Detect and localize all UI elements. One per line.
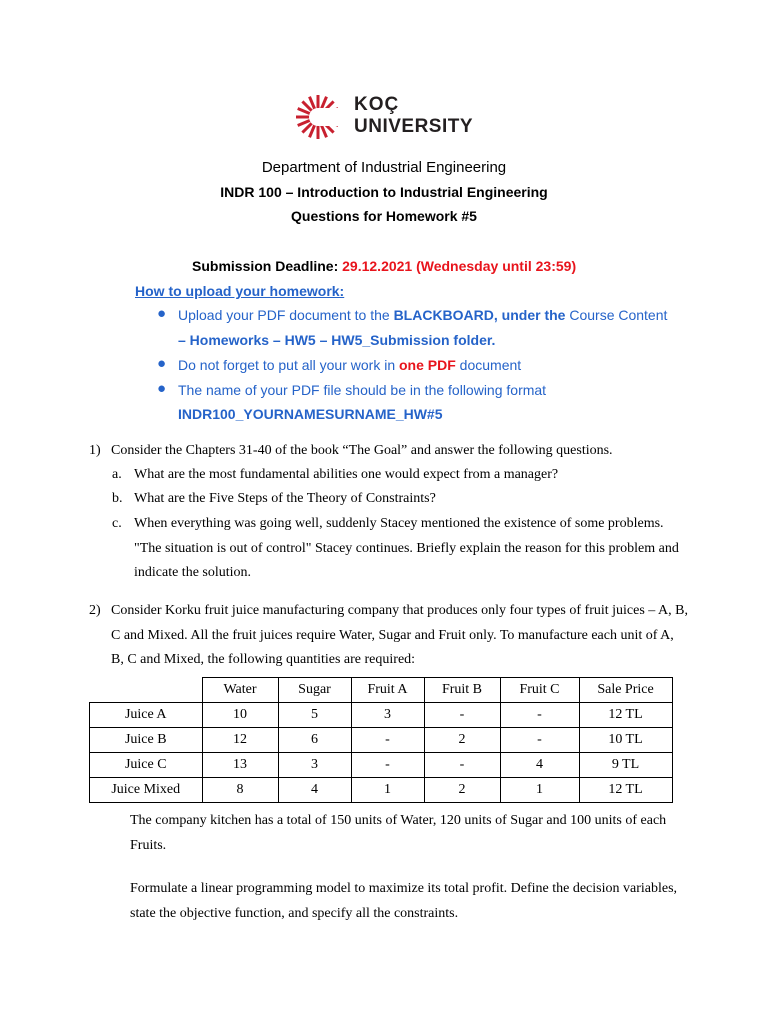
- table-cell: 2: [424, 728, 500, 753]
- table-cell: 2: [424, 778, 500, 803]
- submission-deadline: [192, 258, 576, 274]
- q1-text: Consider the Chapters 31-40 of the book “The Goal” and answer the following questions.: [111, 443, 613, 458]
- table-row: [90, 728, 673, 753]
- row-label: Juice B: [90, 728, 203, 753]
- q1b-text: What are the Five Steps of the Theory of Constraints?: [134, 491, 436, 506]
- table-cell: 5: [278, 703, 351, 728]
- course-title: INDR 100 – Introduction to Industrial Engineering: [220, 184, 548, 200]
- table-cell: 3: [278, 753, 351, 778]
- juice-requirements-table: [89, 677, 673, 803]
- table-cell: -: [424, 753, 500, 778]
- table-row: [90, 703, 673, 728]
- table-cell: 10 TL: [579, 728, 672, 753]
- table-row: [90, 778, 673, 803]
- q1c-text-line3: indicate the solution.: [134, 565, 252, 580]
- folder-text: folder.: [449, 332, 496, 348]
- table-cell: 12: [202, 728, 278, 753]
- row-label: Juice A: [90, 703, 203, 728]
- table-cell: -: [424, 703, 500, 728]
- table-header: Sugar: [278, 678, 351, 703]
- q2-resources-line1: The company kitchen has a total of 150 units of Water, 120 units of Sugar and 100 units of each: [130, 813, 667, 828]
- bullet-dot-1: ●: [157, 305, 167, 322]
- deadline-label: Submission Deadline:: [192, 258, 339, 274]
- table-header: Fruit A: [351, 678, 424, 703]
- department-title: Department of Industrial Engineering: [261, 159, 507, 176]
- homework-title: Questions for Homework #5: [291, 208, 477, 224]
- q2-text-line1: Consider Korku fruit juice manufacturing company that produces only four types of fruit juices – A, B,: [111, 603, 688, 618]
- table-cell: 4: [500, 753, 579, 778]
- q2-task-line2: state the objective function, and specify all the constraints.: [130, 906, 459, 921]
- upload-instruction-2: [178, 357, 521, 373]
- table-cell: -: [351, 728, 424, 753]
- q1-number: 1): [89, 443, 101, 458]
- blackboard-text: BLACKBOARD: [393, 307, 494, 323]
- q2-text-line3: B, C and Mixed, the following quantities are required:: [111, 652, 416, 667]
- bullet-dot-3: ●: [157, 380, 167, 397]
- table-header: Water: [202, 678, 278, 703]
- upload-heading: How to upload your homework:: [135, 283, 345, 299]
- table-cell: 3: [351, 703, 424, 728]
- table-cell: -: [500, 703, 579, 728]
- bullet-dot-2: ●: [157, 355, 167, 372]
- upload-instruction-1: [178, 307, 667, 323]
- one-pdf-text: one PDF: [399, 357, 456, 373]
- q1b-label: b.: [112, 491, 123, 506]
- table-cell: 1: [351, 778, 424, 803]
- q2-resources-line2: Fruits.: [130, 838, 167, 853]
- table-header-row: [90, 678, 673, 703]
- upload-instruction-1-line2: [178, 332, 495, 348]
- logo-text-university: UNIVERSITY: [354, 116, 474, 137]
- file-name-format: INDR100_YOURNAMESURNAME_HW#5: [178, 406, 443, 422]
- q2-text-line2: C and Mixed. All the fruit juices require Water, Sugar and Fruit only. To manufacture each unit of A,: [111, 628, 674, 643]
- document-text: document: [455, 357, 522, 373]
- table-cell: 12 TL: [579, 778, 672, 803]
- upload-instruction-3: The name of your PDF file should be in the following format: [178, 382, 547, 398]
- logo-text-koc: KOÇ: [354, 94, 400, 115]
- deadline-value: 29.12.2021 (Wednesday until 23:59): [342, 258, 577, 274]
- q2-task-line1: Formulate a linear programming model to maximize its total profit. Define the decision variables,: [130, 881, 678, 896]
- table-cell: -: [351, 753, 424, 778]
- hw5-path-text: – Homeworks – HW5 – HW5_Submission: [178, 332, 450, 348]
- q1a-text: What are the most fundamental abilities one would expect from a manager?: [134, 467, 559, 482]
- row-label: Juice C: [90, 753, 203, 778]
- koc-university-logo: [290, 92, 480, 142]
- table-cell: -: [500, 728, 579, 753]
- row-label: Juice Mixed: [90, 778, 203, 803]
- q1c-label: c.: [112, 516, 122, 531]
- q1c-text-line2: "The situation is out of control" Stacey continues. Briefly explain the reason for this problem and: [134, 541, 679, 556]
- koc-sunburst-icon: [290, 92, 346, 142]
- table-cell: 6: [278, 728, 351, 753]
- table-cell: 4: [278, 778, 351, 803]
- table-cell: 8: [202, 778, 278, 803]
- table-cell: 12 TL: [579, 703, 672, 728]
- table-cell: 1: [500, 778, 579, 803]
- q2-number: 2): [89, 603, 101, 618]
- table-header: Sale Price: [579, 678, 672, 703]
- q1a-label: a.: [112, 467, 122, 482]
- course-content-text: Course Content: [569, 307, 668, 323]
- table-header: Fruit C: [500, 678, 579, 703]
- instruction-2-text: Do not forget to put all your work in: [178, 357, 399, 373]
- table-corner-cell: [90, 678, 203, 703]
- under-the-text: , under the: [493, 307, 570, 323]
- instruction-1-text: Upload your PDF document to the: [178, 307, 394, 323]
- q1c-text-line1: When everything was going well, suddenly Stacey mentioned the existence of some problems.: [134, 516, 664, 531]
- table-cell: 10: [202, 703, 278, 728]
- table-cell: 13: [202, 753, 278, 778]
- table-header: Fruit B: [424, 678, 500, 703]
- table-cell: 9 TL: [579, 753, 672, 778]
- table-row: [90, 753, 673, 778]
